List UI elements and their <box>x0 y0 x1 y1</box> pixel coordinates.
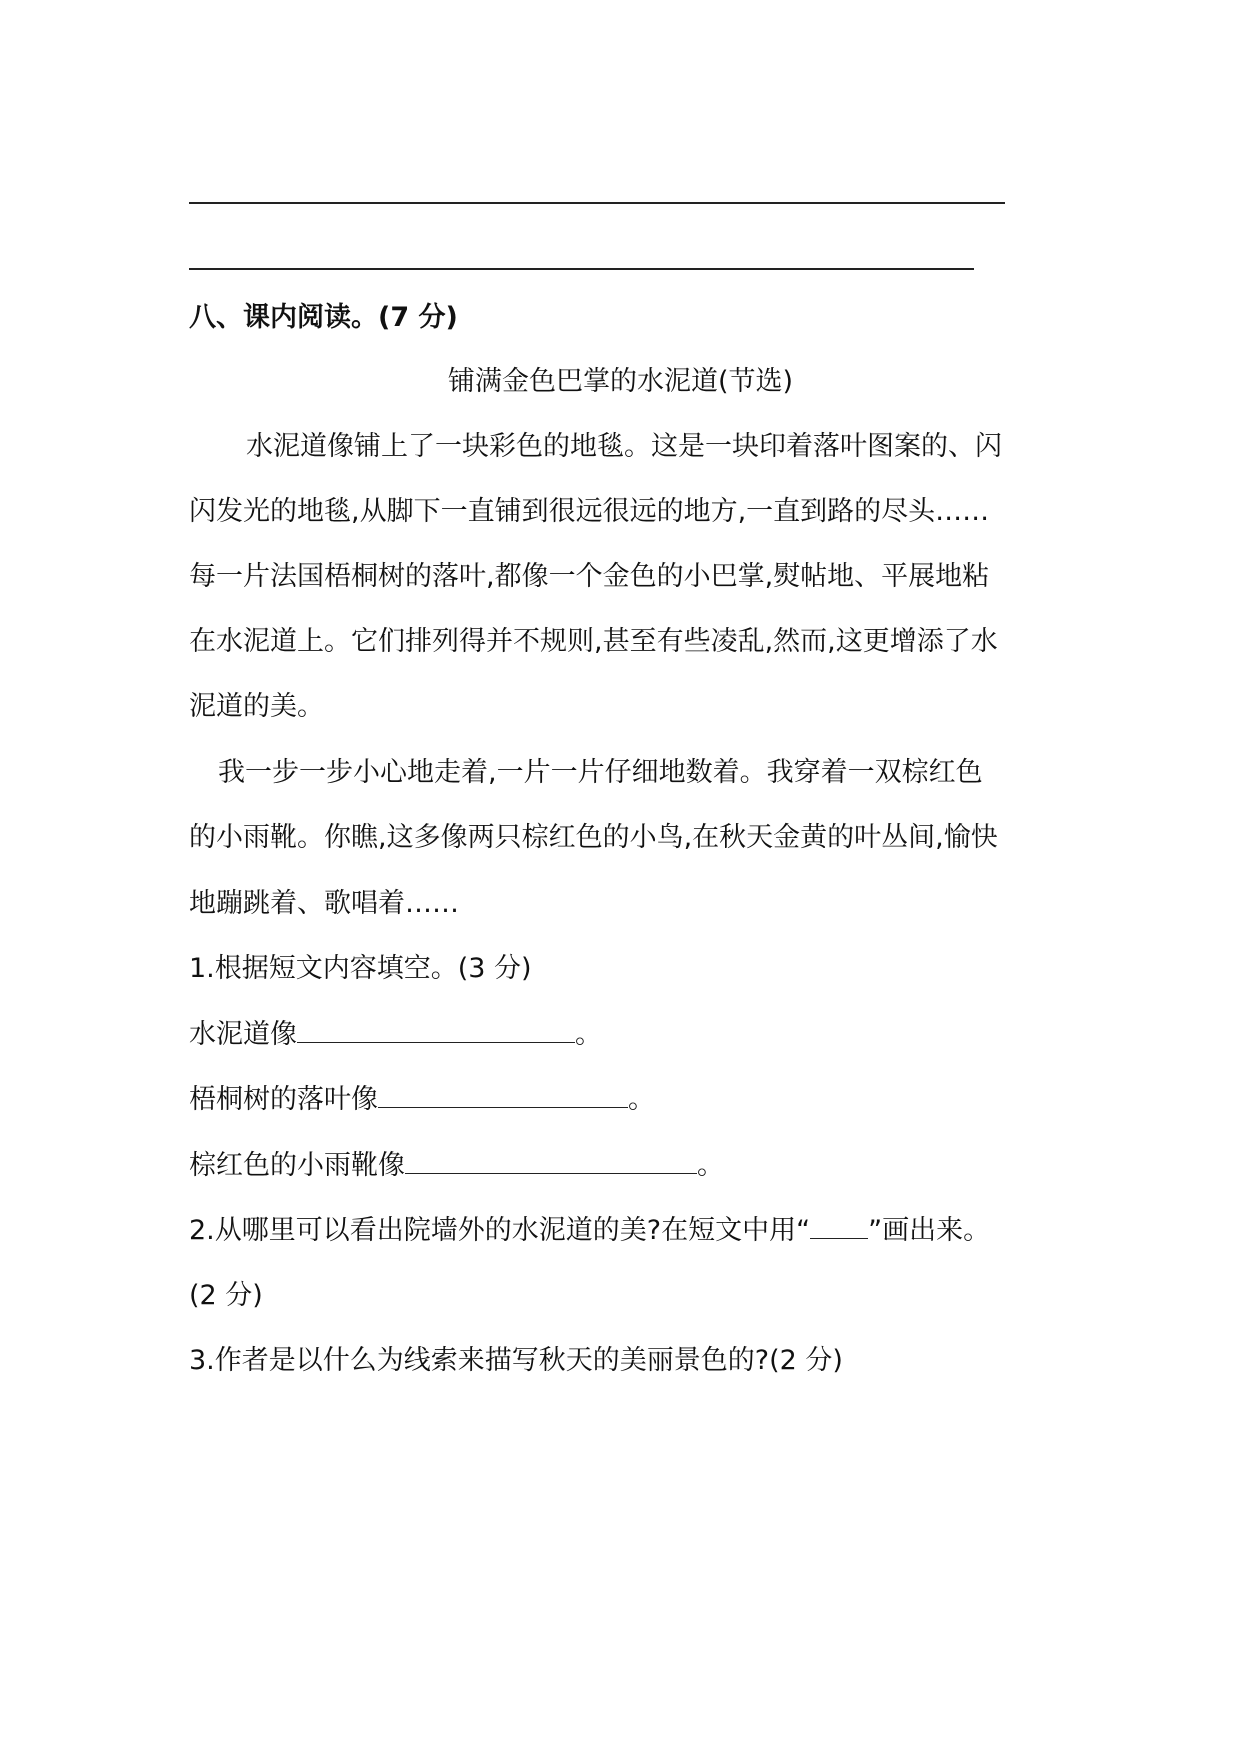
passage-line: 水泥道像铺上了一块彩色的地毯。这是一块印着落叶图案的、闪 <box>246 431 1002 462</box>
question-2-text: 2.从哪里可以看出院墙外的水泥道的美?在短文中用“ <box>189 1215 811 1246</box>
fill-blank-field[interactable] <box>297 1014 575 1043</box>
passage-line: 的小雨靴。你瞧,这多像两只棕红色的小鸟,在秋天金黄的叶丛间,愉快 <box>189 822 998 853</box>
question-3-prompt: 3.作者是以什么为线索来描写秋天的美丽景色的?(2 分) <box>189 1345 843 1376</box>
fill-blank-prefix: 梧桐树的落叶像 <box>189 1084 378 1115</box>
passage-line: 闪发光的地毯,从脚下一直铺到很远很远的地方,一直到路的尽头…… <box>189 496 990 527</box>
passage-line: 我一步一步小心地走着,一片一片仔细地数着。我穿着一双棕红色 <box>218 757 983 788</box>
passage-title: 铺满金色巴掌的水泥道(节选) <box>447 366 794 397</box>
fill-blank-field[interactable] <box>378 1079 628 1108</box>
question-1-prompt: 1.根据短文内容填空。(3 分) <box>189 953 532 984</box>
underline-sample <box>810 1210 868 1239</box>
fill-blank-suffix: 。 <box>628 1084 655 1115</box>
passage-line: 在水泥道上。它们排列得并不规则,甚至有些凌乱,然而,这更增添了水 <box>189 626 998 657</box>
fill-blank-row <box>189 1145 724 1186</box>
question-2-points: (2 分) <box>189 1280 263 1311</box>
passage-line: 每一片法国梧桐树的落叶,都像一个金色的小巴掌,熨帖地、平展地粘 <box>189 561 990 592</box>
passage-line: 泥道的美。 <box>189 691 324 722</box>
question-2-prompt <box>189 1210 990 1251</box>
fill-blank-prefix: 水泥道像 <box>189 1019 297 1050</box>
fill-blank-suffix: 。 <box>697 1150 724 1181</box>
fill-blank-prefix: 棕红色的小雨靴像 <box>189 1150 405 1181</box>
fill-blank-row <box>189 1014 602 1055</box>
fill-blank-row <box>189 1079 655 1120</box>
passage-line: 地蹦跳着、歌唱着…… <box>189 888 459 919</box>
fill-blank-field[interactable] <box>405 1145 697 1174</box>
question-2-text-end: ”画出来。 <box>868 1215 991 1246</box>
section-title: 八、课内阅读。(7 分) <box>189 302 458 333</box>
answer-line-1 <box>189 202 1005 204</box>
fill-blank-suffix: 。 <box>575 1019 602 1050</box>
answer-line-2 <box>189 268 974 270</box>
